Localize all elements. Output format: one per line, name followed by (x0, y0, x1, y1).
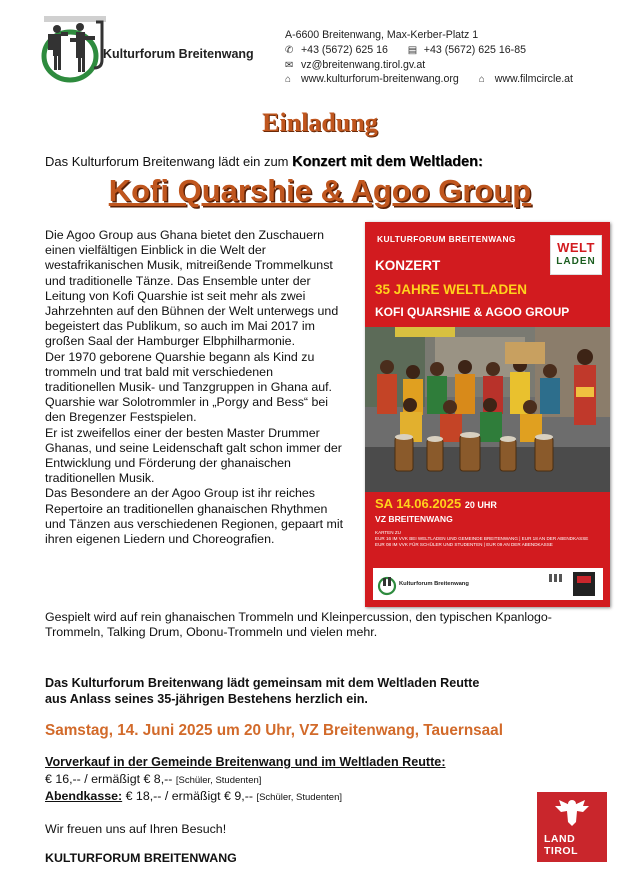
email-row (285, 58, 573, 73)
invitation-line-2: aus Anlass seines 35-jährigen Bestehens herzlich ein. (45, 692, 368, 706)
land-tirol-line-2: TIROL (544, 845, 578, 857)
mail-icon: ✉ (285, 59, 294, 71)
band-photo (365, 327, 610, 492)
poster-time: 20 UHR (464, 500, 497, 510)
website-link-2[interactable]: www.filmcircle.at (494, 73, 573, 86)
poster-konzert: KONZERT (375, 258, 441, 273)
body-paragraph-1: Die Agoo Group aus Ghana bietet den Zuschauern einen vielfältigen Einblick in die Welt der westafrikanischen Musik, mitreißende Trommelkunst und traditionelle Tänze. Das Ensemble unter der Leitung von Kofi Quarshie ist seit mehr als zwei Jahrzehnten auf den Bühnen der Welt unterwegs und begeistert das Publikum, so auch im Mai 2017 im großen Saal der Hamburger Elbphilharmonie. (45, 228, 339, 349)
fine-print-line-1: KARTEN ZU (375, 530, 401, 535)
body-paragraph-2: Der 1970 geborene Quarshie begann als Kind zu trommeln und trat bald mit verschiedenen traditionellen Musik- und Tanzgruppen in Ghana auf. Quarshie war Solotrommler in „Porgy and Bess“ bei den Bregenzer Festspielen. (45, 349, 333, 425)
phone-icon: ✆ (285, 44, 294, 56)
fax: +43 (5672) 625 16-85 (423, 43, 526, 56)
website-link-1[interactable]: www.kulturforum-breitenwang.org (301, 73, 459, 86)
body-paragraph-4: Das Besondere an der Agoo Group ist ihr reiches Repertoire an traditionellen ghanaischen Rhythmen und Tänzen aus verschiedenen Regionen, gepaart mit ihren eigenen Liedern und Choreografien. (45, 486, 344, 547)
badge-line-2: LADEN (556, 256, 596, 267)
body-text-wide (45, 610, 585, 640)
poster-date-value: SA 14.06.2025 (375, 496, 462, 511)
email-link[interactable]: vz@breitenwang.tirol.gv.at (301, 58, 426, 71)
band-photo-illustration (365, 327, 610, 492)
poster-anniversary: 35 JAHRE WELTLADEN (375, 282, 528, 297)
presale-title: Vorverkauf in der Gemeinde Breitenwang und im Weltladen Reutte: (45, 755, 446, 769)
poster-fine-print (375, 530, 603, 548)
presale-price: € 16,-- / ermäßigt € 8,-- (45, 772, 173, 786)
presale-price-line (45, 772, 261, 786)
intro-line (45, 154, 483, 170)
phone-row (285, 43, 573, 58)
presale-note: [Schüler, Studenten] (175, 775, 262, 786)
box-office-note: [Schüler, Studenten] (256, 792, 342, 803)
intro-text: Das Kulturforum Breitenwang lädt ein zum (45, 154, 289, 169)
body-text (45, 228, 345, 547)
box-office-label: Abendkasse: (45, 789, 123, 803)
poster-footer (373, 568, 603, 600)
fax-icon: ▤ (407, 44, 418, 56)
land-tirol-logo (537, 792, 607, 862)
poster-artist: KOFI QUARSHIE & AGOO GROUP (375, 305, 570, 319)
weltladen-badge (550, 235, 602, 275)
invitation-line-1: Das Kulturforum Breitenwang lädt gemeinsam mit dem Weltladen Reutte (45, 676, 480, 690)
box-office-price: € 18,-- / ermäßigt € 9,-- (125, 789, 253, 803)
poster-date (375, 496, 497, 511)
main-title: Kofi Quarshie & Agoo Group (108, 173, 532, 208)
poster-header: KULTURFORUM BREITENWANG (377, 234, 516, 244)
home-icon: ⌂ (478, 74, 485, 86)
box-office-line (45, 789, 342, 803)
contact-block (285, 28, 573, 87)
phone: +43 (5672) 625 16 (301, 43, 388, 56)
page-heading: Einladung (262, 108, 378, 137)
web-row (285, 72, 573, 87)
fine-print-line-3: EUR 08 IM VVK FÜR SCHÜLER UND STUDENTEN | EUR 09 AN DER ABENDKASSE (375, 542, 553, 547)
address-row (285, 28, 573, 43)
body-paragraph-5: Gespielt wird auf rein ghanaischen Trommeln und Kleinpercussion, den typischen Kpanlogo-Trommeln, Talking Drum, Obonu-Trommeln und vielen mehr. (45, 610, 552, 640)
intro-bold: Konzert mit dem Weltladen: (292, 154, 483, 170)
home-icon: ⌂ (285, 74, 292, 86)
logo-text: Kulturforum Breitenwang (103, 47, 254, 61)
address: A-6600 Breitenwang, Max-Kerber-Platz 1 (285, 29, 479, 41)
body-paragraph-3: Er ist zweifellos einer der besten Master Drummer Ghanas, und seine Leidenschaft galt schon immer der Entwicklung und Förderung der ghanaischen traditionellen Musik. (45, 425, 342, 486)
poster-venue: VZ BREITENWANG (375, 514, 453, 524)
fine-print-line-2: EUR 16 IM VVK BEI WELTLADEN UND GEMEINDE BREITENWANG | EUR 18 AN DER ABENDKASSE (375, 536, 589, 541)
poster-footer-text: Kulturforum Breitenwang (399, 581, 469, 587)
concert-poster (365, 222, 610, 607)
land-tirol-line-1: LAND (544, 833, 576, 845)
invitation-text (45, 675, 479, 707)
badge-line-1: WELT (557, 240, 595, 255)
event-date-line: Samstag, 14. Juni 2025 um 20 Uhr, VZ Breitenwang, Tauernsaal (45, 722, 503, 739)
tirol-eagle-icon (537, 792, 607, 832)
closing-text: Wir freuen uns auf Ihren Besuch! (45, 822, 227, 836)
signature: KULTURFORUM BREITENWANG (45, 851, 237, 865)
